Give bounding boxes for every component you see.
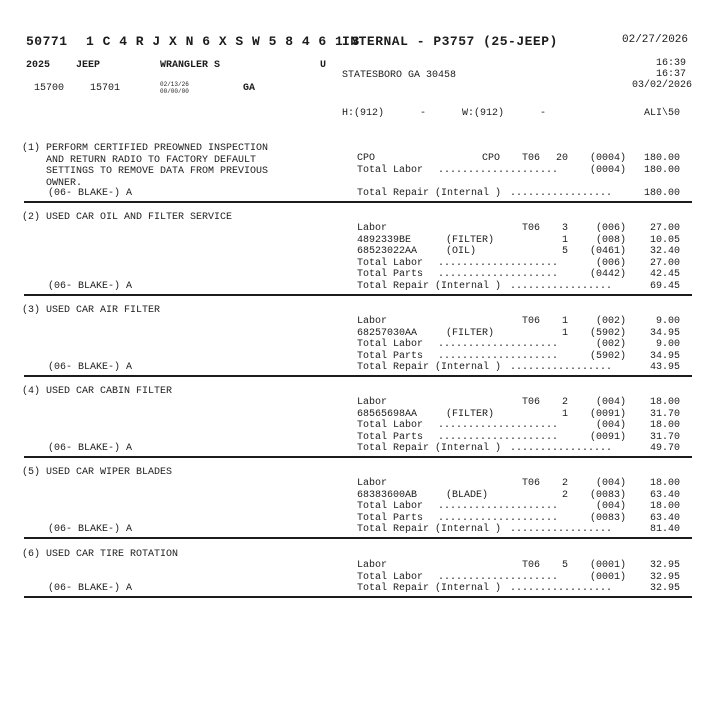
line-amount: 10.05 <box>649 234 680 246</box>
line-qty: 1 <box>561 327 568 339</box>
vehicle-make: JEEP <box>76 60 101 71</box>
line-label: Total Labor <box>357 257 424 269</box>
job-number: (5) <box>22 467 41 478</box>
line-label: Total Repair (Internal ) <box>357 443 502 455</box>
line-ref: (0091) <box>589 431 626 443</box>
line-amount: 18.00 <box>649 420 680 432</box>
job-description: USED CAR WIPER BLADES <box>46 467 173 478</box>
line-label: Total Parts <box>357 512 424 524</box>
ro-number: 50771 <box>26 34 68 49</box>
line-ref: (0001) <box>589 571 626 583</box>
line-label: Total Parts <box>357 431 424 443</box>
line-op: T06 <box>522 478 541 489</box>
line-ref: (006) <box>595 223 626 234</box>
line-amount: 34.95 <box>649 350 680 362</box>
job-number: (1) <box>22 143 41 154</box>
line-amount: 32.95 <box>649 560 680 571</box>
job-technician: (06- BLAKE-) A <box>48 524 133 536</box>
line-amount: 18.00 <box>649 397 680 408</box>
line-amount: 31.70 <box>649 408 680 420</box>
line-amount: 81.40 <box>649 524 680 536</box>
line-ref: (004) <box>595 420 626 432</box>
line-op: T06 <box>522 316 541 327</box>
line-label: Total Labor <box>357 339 424 351</box>
line-qty: 2 <box>561 489 568 501</box>
time-2: 16:37 <box>655 69 686 80</box>
line-ref: (004) <box>595 397 626 408</box>
line-op: T06 <box>522 560 541 571</box>
line-ref: (0091) <box>589 408 626 420</box>
line-op: T06 <box>522 397 541 408</box>
line-op: T06 <box>522 153 541 164</box>
line-label: Labor <box>357 397 388 408</box>
line-label: Total Repair (Internal ) <box>357 583 502 595</box>
line-amount: 49.70 <box>649 443 680 455</box>
line-ref: (002) <box>595 316 626 327</box>
line-label: 68565698AA <box>357 408 418 420</box>
line-label: Total Labor <box>357 571 424 583</box>
line-label: Total Repair (Internal ) <box>357 281 502 292</box>
line-desc: (FILTER) <box>446 234 495 246</box>
job-technician: (06- BLAKE-) A <box>48 281 133 292</box>
line-qty: 5 <box>561 560 568 571</box>
line-qty: 1 <box>561 408 568 420</box>
section-divider <box>24 596 692 598</box>
job-description: SETTINGS TO REMOVE DATA FROM PREVIOUS <box>46 166 269 178</box>
line-ref: (0004) <box>589 153 626 164</box>
state: GA <box>243 83 256 94</box>
job-description: USED CAR AIR FILTER <box>46 305 161 316</box>
document-title: INTERNAL - P3757 (25-JEEP) <box>342 34 558 49</box>
line-ref: (0083) <box>589 489 626 501</box>
line-dots: .................... <box>438 571 559 583</box>
promise-date: 03/02/2026 <box>631 80 692 91</box>
line-amount: 63.40 <box>649 489 680 501</box>
line-desc: (FILTER) <box>446 408 495 420</box>
line-label: Total Repair (Internal ) <box>357 187 502 199</box>
line-ref: (004) <box>595 478 626 489</box>
small-date-1: 02/13/26 <box>160 81 189 88</box>
vehicle-model: WRANGLER S <box>160 60 221 71</box>
job-number: (3) <box>22 305 41 316</box>
line-ref: (006) <box>595 257 626 269</box>
line-label: Total Labor <box>357 164 424 176</box>
line-qty: 20 <box>555 153 568 164</box>
job-technician: (06- BLAKE-) A <box>48 583 133 595</box>
line-label: 4892339BE <box>357 234 412 246</box>
line-label: Total Parts <box>357 269 424 281</box>
line-amount: 18.00 <box>649 501 680 513</box>
line-amount: 27.00 <box>649 257 680 269</box>
city-line: STATESBORO GA 30458 <box>342 70 457 81</box>
line-label: 68383600AB <box>357 489 418 501</box>
line-dots: .................... <box>438 512 559 524</box>
vehicle-flag: U <box>320 60 327 71</box>
job-technician: (06- BLAKE-) A <box>48 362 133 374</box>
line-ref: (0001) <box>589 560 626 571</box>
line-amount: 34.95 <box>649 327 680 339</box>
line-amount: 63.40 <box>649 512 680 524</box>
line-amount: 27.00 <box>649 223 680 234</box>
line-dots: .................... <box>438 339 559 351</box>
line-qty: 1 <box>561 316 568 327</box>
line-label: Total Repair (Internal ) <box>357 362 502 374</box>
dash-2: - <box>540 108 547 119</box>
advisor: ALI\50 <box>643 108 680 119</box>
line-label: 68523022AA <box>357 246 418 258</box>
line-dots: ................. <box>510 187 613 199</box>
line-amount: 9.00 <box>655 339 680 351</box>
line-label: Total Parts <box>357 350 424 362</box>
line-amount: 32.95 <box>649 571 680 583</box>
line-qty: 2 <box>561 397 568 408</box>
job-description: USED CAR TIRE ROTATION <box>46 549 179 560</box>
line-desc: (FILTER) <box>446 327 495 339</box>
line-dots: ................. <box>510 524 613 536</box>
code-2: 15701 <box>90 83 121 94</box>
line-ref: (008) <box>595 234 626 246</box>
line-dots: ................. <box>510 362 613 374</box>
job-number: (4) <box>22 386 41 397</box>
line-dots: ................. <box>510 281 613 292</box>
job-number: (2) <box>22 212 41 223</box>
line-qty: 2 <box>561 478 568 489</box>
line-dots: .................... <box>438 257 559 269</box>
line-qty: 1 <box>561 234 568 246</box>
vehicle-year: 2025 <box>26 60 51 71</box>
line-dots: .................... <box>438 269 559 281</box>
section-divider <box>24 294 692 296</box>
line-dots: .................... <box>438 420 559 432</box>
time-1: 16:39 <box>655 58 686 69</box>
job-number: (6) <box>22 549 41 560</box>
line-label: Total Labor <box>357 420 424 432</box>
line-label: 68257030AA <box>357 327 418 339</box>
line-amount: 31.70 <box>649 431 680 443</box>
line-amount: 180.00 <box>643 153 680 164</box>
line-label: Labor <box>357 316 388 327</box>
line-amount: 32.95 <box>649 583 680 595</box>
work-phone: W:(912) <box>462 108 505 119</box>
line-label: Total Labor <box>357 501 424 513</box>
line-op: T06 <box>522 223 541 234</box>
line-ref: (5902) <box>589 327 626 339</box>
line-ref: (002) <box>595 339 626 351</box>
date-top: 02/27/2026 <box>622 34 689 46</box>
line-amount: 180.00 <box>643 187 680 199</box>
line-amount: 69.45 <box>649 281 680 292</box>
line-qty: 3 <box>561 223 568 234</box>
job-technician: (06- BLAKE-) A <box>48 187 133 199</box>
job-description: USED CAR OIL AND FILTER SERVICE <box>46 212 233 223</box>
line-desc: (BLADE) <box>446 489 489 501</box>
line-dots: ................. <box>510 443 613 455</box>
code-1: 15700 <box>34 83 65 94</box>
job-description: PERFORM CERTIFIED PREOWNED INSPECTION <box>46 143 269 154</box>
job-description: OWNER. <box>46 177 83 189</box>
line-code: CPO <box>482 153 501 164</box>
line-ref: (0461) <box>589 246 626 258</box>
line-amount: 9.00 <box>655 316 680 327</box>
line-amount: 43.95 <box>649 362 680 374</box>
section-divider <box>24 537 692 539</box>
line-amount: 180.00 <box>643 164 680 176</box>
line-ref: (5902) <box>589 350 626 362</box>
small-date-2: 00/00/00 <box>160 88 189 95</box>
line-ref: (0083) <box>589 512 626 524</box>
line-ref: (0442) <box>589 269 626 281</box>
line-ref: (0004) <box>589 164 626 176</box>
home-phone: H:(912) <box>342 108 385 119</box>
job-technician: (06- BLAKE-) A <box>48 443 133 455</box>
line-dots: .................... <box>438 501 559 513</box>
line-amount: 32.40 <box>649 246 680 258</box>
line-dots: ................. <box>510 583 613 595</box>
section-divider <box>24 456 692 458</box>
line-dots: .................... <box>438 164 559 176</box>
line-dots: .................... <box>438 431 559 443</box>
line-dots: .................... <box>438 350 559 362</box>
section-divider <box>24 201 692 203</box>
job-description: USED CAR CABIN FILTER <box>46 386 173 397</box>
dash-1: - <box>420 108 427 119</box>
line-label: Labor <box>357 223 388 234</box>
line-label: Labor <box>357 560 388 571</box>
vin: 1 C 4 R J X N 6 X S W 5 8 4 6 1 3 <box>86 34 360 49</box>
section-divider <box>24 375 692 377</box>
line-label: Labor <box>357 478 388 489</box>
line-desc: (OIL) <box>446 246 477 258</box>
line-label: Total Repair (Internal ) <box>357 524 502 536</box>
line-ref: (004) <box>595 501 626 513</box>
job-description: AND RETURN RADIO TO FACTORY DEFAULT <box>46 154 257 166</box>
line-amount: 42.45 <box>649 269 680 281</box>
line-qty: 5 <box>561 246 568 258</box>
line-label: CPO <box>357 153 376 164</box>
line-amount: 18.00 <box>649 478 680 489</box>
